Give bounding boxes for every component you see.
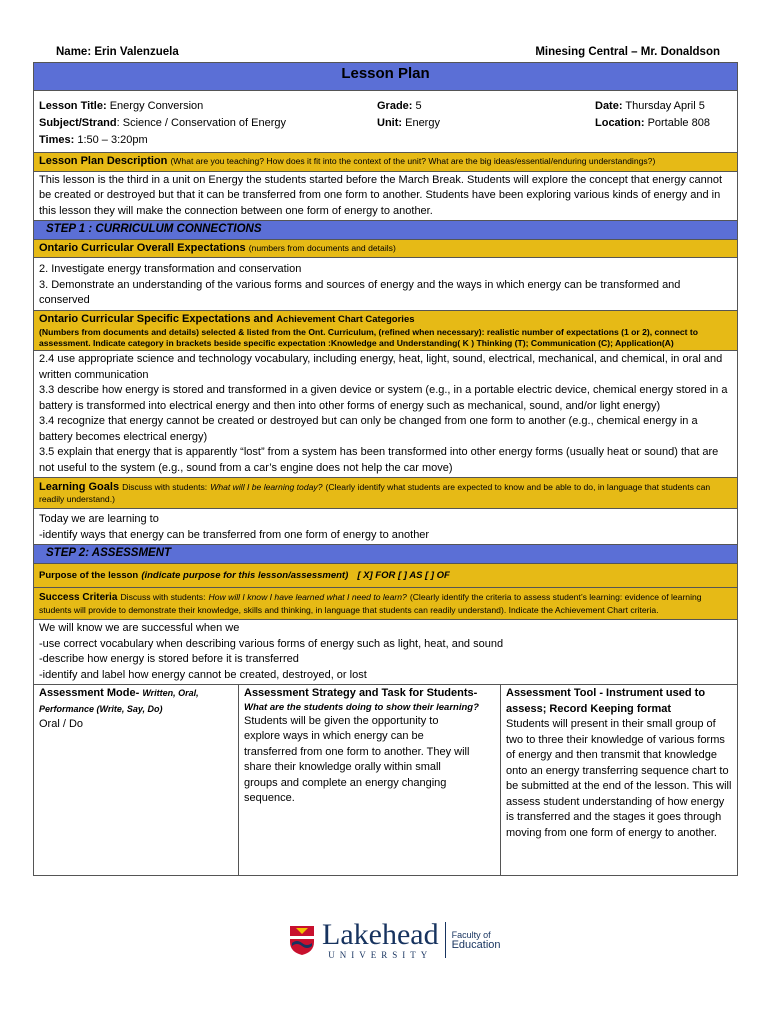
overall-item: 2. Investigate energy transformation and conservation [39,263,302,275]
learning-goals-body [34,509,737,545]
faculty-of: Faculty of [451,930,491,940]
specific-item: 3.3 describe how energy is stored and transformed in a given device or system (e.g., in a portable electric device, chemical energy stored in a battery is transformed into electrical energy and then into other forms of energy such as mechanical, sound, and/or light energy) [39,384,728,412]
date-label: Date: [595,100,623,112]
date-value: Thursday April 5 [625,100,705,112]
goals-line: Today we are learning to [39,513,159,525]
unit-value: Energy [405,117,440,129]
success-criteria-body [34,620,737,685]
success-criteria-heading [34,588,737,620]
success-line: -identify and label how energy cannot be created, destroyed, or lost [39,668,367,681]
description-hint: (What are you teaching? How does it fit into the context of the unit? What are the big ideas/essential/enduring understandings?) [170,156,656,166]
purpose-hint: (indicate purpose for this lesson/assessment) [141,569,349,581]
goals-line: -identify ways that energy can be transferred from one form of energy to another [39,528,430,541]
purpose-row [34,564,737,589]
university-logo [288,920,501,960]
assessment-mode-hint: Written, Oral, Performance (Write, Say, Do) [39,688,199,714]
specific-item: 2.4 use appropriate science and technology vocabulary, including energy, heat, light, sound, electrical, mechanical, and chemical, in oral and written communication [39,353,723,381]
teacher-name: Name: Erin Valenzuela [56,46,179,58]
subject-label: Subject/Strand [39,117,117,129]
success-line: -use correct vocabulary when describing various forms of energy such as light, heat, and sound [39,637,504,650]
success-line: We will know we are successful when we [39,622,240,634]
lesson-title-value: Energy Conversion [109,100,204,112]
crest-icon [288,924,316,956]
grade-label: Grade: [377,100,413,112]
goals-prompt-question: What will I be learning today? [210,482,323,492]
goals-prompt: Discuss with students: [122,482,208,492]
logo-divider [445,922,446,958]
specific-heading-text: Ontario Curricular Specific Expectations and [39,312,274,325]
assessment-strategy-hint: What are the students doing to show their learning? [244,701,479,713]
times-value: 1:50 – 3:20pm [77,134,148,146]
assessment-mode-value: Oral / Do [39,718,84,730]
assessment-mode-heading: Assessment Mode- [39,687,140,699]
assessment-tool-heading: Assessment Tool - Instrument used to assess; Record Keeping format [506,687,706,715]
assessment-tool-cell [501,685,737,875]
goals-hint: (Clearly identify what students are expected to know and be able to do, in language that students can readily understand.) [39,482,711,504]
description-heading [34,153,737,172]
specific-item: 3.4 recognize that energy cannot be created or destroyed but can only be changed from one form to another (e.g., chemical energy in a battery becomes electrical energy) [39,415,698,443]
lesson-plan-title: Lesson Plan [34,63,737,91]
success-heading-text: Success Criteria [39,592,118,603]
overall-expectations-heading [34,240,737,259]
logo-word: Lakehead [322,918,439,951]
purpose-heading: Purpose of the lesson [39,569,139,581]
lesson-info [34,91,737,153]
success-line: -describe how energy is stored before it is transferred [39,653,299,665]
subject-value: : Science / Conservation of Energy [116,117,286,129]
specific-item: 3.5 explain that energy that is apparently “lost” from a system has been transformed into other energy forms (usually heat or sound) that are not useful to the system (e.g., sound from a car’s engine does not help the car move) [39,446,719,474]
success-prompt: Discuss with students: [120,592,206,602]
overall-item: 3. Demonstrate an understanding of the various forms and sources of energy and the ways in which energy can be transformed and conserved [39,278,681,306]
unit-label: Unit: [377,117,403,129]
faculty-label [452,930,501,950]
overall-heading-text: Ontario Curricular Overall Expectations [39,241,246,254]
step1-heading: STEP 1 : CURRICULUM CONNECTIONS [34,221,737,240]
description-heading-text: Lesson Plan Description [39,155,168,167]
location-value: Portable 808 [647,117,710,129]
school-name: Minesing Central – Mr. Donaldson [535,46,720,58]
assessment-tool-text: Students will present in their small group of two to three their knowledge of various forms of energy and then transmit that knowledge onto an energy transferring sequence chart to be submitted at the end of the lesson. This will assess student understanding of how energy is transferred and the stages it goes through moving from one form of energy to another. [506,718,732,839]
specific-expectations-heading [34,311,737,352]
description-body [34,172,737,222]
specific-hint: (Numbers from documents and details) selected & listed from the Ont. Curriculum, (refined when necessary): realistic number of expectations (1 or 2), connect to assessment. Indicate category in brackets beside specific expectation :Knowledge and Understanding( K ) Thinking (T); Communication (C); Application(A) [39,327,698,348]
faculty-name: Education [451,939,501,951]
assessment-mode-cell [34,685,239,875]
specific-expectations-body [34,351,737,478]
overall-hint: (numbers from documents and details) [248,242,396,253]
assessment-strategy-heading: Assessment Strategy and Task for Students- [244,687,478,699]
assessment-grid [34,685,737,875]
grade-value: 5 [415,100,422,112]
logo-sub: UNIVERSITY [328,950,433,960]
purpose-options: [ X] FOR [ ] AS [ ] OF [357,569,450,581]
assessment-strategy-text: Students will be given the opportunity to explore ways in which energy can be transferred from one form to another. They will share their knowledge orally within small groups and complete an energy changing sequence. [244,714,470,804]
step2-heading: STEP 2: ASSESSMENT [34,545,737,564]
lesson-title-label: Lesson Title: [39,100,107,112]
success-hint: (Clearly identify the criteria to assess student’s learning: evidence of learning students will provide to demonstrate their knowledge, skills and thinking, in language that students can readily understand). Indicate the Achievement Chart criteria. [39,592,702,615]
learning-goals-heading [34,478,737,509]
overall-expectations-body [34,258,737,311]
goals-heading-text: Learning Goals [39,481,120,493]
success-prompt-question: How will I know I have learned what I need to learn? [208,592,407,602]
lesson-plan-table [33,62,738,876]
specific-heading-sub: Achievement Chart Categories [276,313,415,325]
description-text: This lesson is the third in a unit on Energy the students started before the March Break. Students will explore the concept that energy cannot be created or destroyed but that it can be transferred from one form to another. Students have been exploring various kinds of energy and in this lesson they will make the connection between one form of energy to another. [39,173,722,217]
times-label: Times: [39,134,75,146]
assessment-strategy-cell [239,685,501,875]
location-label: Location: [595,117,645,129]
